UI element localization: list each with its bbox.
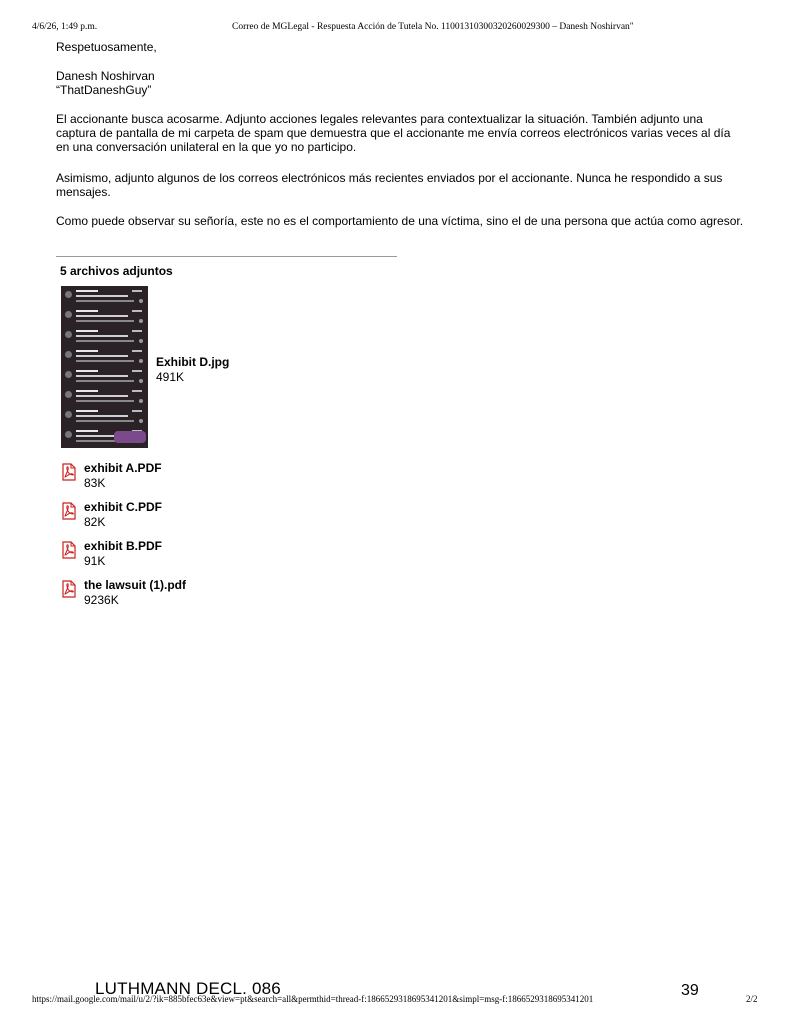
paragraph-recent-emails: Asimismo, adjunto algunos de los correos electrónicos más recientes enviados por el accionante. Nunca he respondido a sus mensajes. xyxy=(56,171,723,199)
thumbnail-line xyxy=(139,379,143,383)
pdf-icon[interactable] xyxy=(61,580,77,598)
thumbnail-email-row xyxy=(61,307,148,327)
thumbnail-line xyxy=(76,390,98,392)
thumbnail-line xyxy=(76,340,134,342)
thumbnail-line xyxy=(132,370,142,372)
pdf-icon[interactable] xyxy=(61,541,77,559)
thumbnail-line xyxy=(132,330,142,332)
thumbnail-compose-badge xyxy=(114,431,146,443)
thumbnail-line xyxy=(76,375,128,377)
attachment-size-lawsuit: 9236K xyxy=(84,593,119,607)
exhibit-d-thumbnail[interactable] xyxy=(61,286,148,448)
thumbnail-line xyxy=(76,315,128,317)
thumbnail-email-row xyxy=(61,407,148,427)
thumbnail-line xyxy=(76,415,128,417)
thumbnail-line xyxy=(76,350,98,352)
thumbnail-line xyxy=(76,330,98,332)
attachment-name-exhibit-b[interactable]: exhibit B.PDF xyxy=(84,539,163,553)
thumbnail-line xyxy=(139,359,143,363)
thumbnail-line xyxy=(65,331,72,338)
print-url: https://mail.google.com/mail/u/2/?ik=885bfec63e&view=pt&search=all&permthid=thread-f:1866529318695341201&simpl=msg-f:1866529318695341201 xyxy=(32,994,594,1004)
exhibit-stamp: LUTHMANN DECL. 086 xyxy=(95,979,281,998)
thumbnail-line xyxy=(132,390,142,392)
thumbnail-email-row xyxy=(61,327,148,347)
attachment-size-exhibit-a: 83K xyxy=(84,476,106,490)
pdf-icon[interactable] xyxy=(61,502,77,520)
thumbnail-line xyxy=(65,291,72,298)
thumbnail-line xyxy=(132,290,142,292)
attachments-heading: 5 archivos adjuntos xyxy=(60,264,173,278)
thumbnail-email-row xyxy=(61,347,148,367)
closing-text: Respetuosamente, xyxy=(56,40,157,54)
thumbnail-line xyxy=(76,290,98,292)
print-page-title: Correo de MGLegal - Respuesta Acción de Tutela No. 11001310300320260029300 – Danesh Noshirvan" xyxy=(232,22,634,32)
thumbnail-line xyxy=(76,380,134,382)
thumbnail-line xyxy=(139,299,143,303)
print-timestamp: 4/6/26, 1:49 p.m. xyxy=(32,22,98,32)
thumbnail-line xyxy=(76,430,98,432)
thumbnail-line xyxy=(76,300,134,302)
pdf-icon[interactable] xyxy=(61,463,77,481)
thumbnail-line xyxy=(76,335,128,337)
thumbnail-line xyxy=(139,399,143,403)
thumbnail-line xyxy=(132,310,142,312)
thumbnail-line xyxy=(65,351,72,358)
thumbnail-line xyxy=(132,350,142,352)
thumbnail-line xyxy=(76,420,134,422)
bates-page-number: 39 xyxy=(681,982,699,999)
thumbnail-line xyxy=(76,320,134,322)
thumbnail-line xyxy=(65,311,72,318)
thumbnail-line xyxy=(139,319,143,323)
attachment-size-exhibit-b: 91K xyxy=(84,554,106,568)
thumbnail-line xyxy=(76,400,134,402)
paragraph-harassment: El accionante busca acosarme. Adjunto acciones legales relevantes para contextualizar la situación. También adjunto una captura de pantalla de mi carpeta de spam que demuestra que el accionante me envía correos electrónicos varias veces al día en una conversación unilateral en la que yo no participo. xyxy=(56,112,731,154)
thumbnail-email-row xyxy=(61,387,148,407)
thumbnail-line xyxy=(76,395,128,397)
attachment-name-exhibit-d[interactable]: Exhibit D.jpg xyxy=(156,355,230,369)
thumbnail-line xyxy=(65,431,72,438)
thumbnail-line xyxy=(76,355,128,357)
thumbnail-email-row xyxy=(61,367,148,387)
thumbnail-line xyxy=(65,371,72,378)
paragraph-conclusion: Como puede observar su señoría, este no es el comportamiento de una víctima, sino el de una persona que actúa como agresor. xyxy=(56,214,744,228)
attachment-size-exhibit-c: 82K xyxy=(84,515,106,529)
signature-name: Danesh Noshirvan xyxy=(56,69,155,83)
thumbnail-line xyxy=(65,391,72,398)
attachments-divider xyxy=(56,256,397,257)
attachment-name-exhibit-c[interactable]: exhibit C.PDF xyxy=(84,500,163,514)
thumbnail-line xyxy=(76,410,98,412)
thumbnail-line xyxy=(132,410,142,412)
thumbnail-line xyxy=(139,419,143,423)
signature-alias: “ThatDaneshGuy” xyxy=(56,83,152,97)
thumbnail-line xyxy=(76,360,134,362)
print-page-count: 2/2 xyxy=(746,994,758,1004)
thumbnail-email-row xyxy=(61,287,148,307)
attachment-name-lawsuit[interactable]: the lawsuit (1).pdf xyxy=(84,578,186,592)
thumbnail-line xyxy=(139,339,143,343)
attachment-name-exhibit-a[interactable]: exhibit A.PDF xyxy=(84,461,162,475)
thumbnail-line xyxy=(65,411,72,418)
thumbnail-line xyxy=(76,310,98,312)
attachment-size-exhibit-d: 491K xyxy=(156,370,185,384)
thumbnail-line xyxy=(76,295,128,297)
thumbnail-line xyxy=(76,370,98,372)
